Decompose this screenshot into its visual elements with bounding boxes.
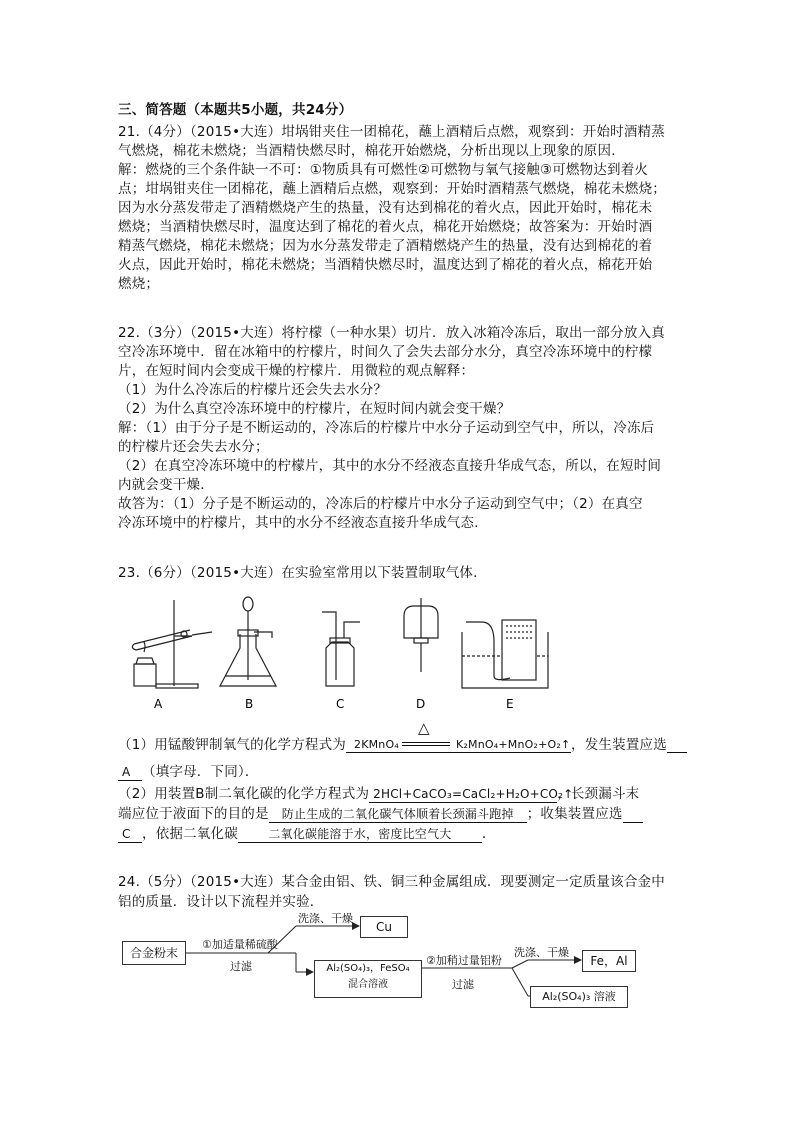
apparatus-label: C	[336, 697, 345, 711]
q23-purpose: 防止生成的二氧化碳气体顺着长颈漏斗跑掉	[269, 806, 527, 823]
q23-part2-line2-suffix: ；收集装置应选	[526, 806, 623, 822]
apparatus-label: B	[245, 697, 254, 711]
flow-mixture-line1: Al₂(SO₄)₃，FeSO₄	[326, 963, 410, 974]
q23-stem: 23.（6分）（2015•大连）在实验室常用以下装置制取气体．	[118, 565, 487, 581]
q22-answer-line: 内就会变干燥．	[118, 477, 214, 493]
q22-answer-line: 故答为：（1）分子是不断运动的，冷冻后的柠檬片中水分子运动到空气中；（2）在真空	[118, 496, 643, 512]
apparatus-label: E	[506, 697, 514, 711]
q21-answer-line: 点；坩埚钳夹住一团棉花，蘸上酒精后点燃，观察到：开始时酒精蒸气燃烧，棉花未燃烧；	[118, 181, 666, 197]
q21-answer-line: 精蒸气燃烧，棉花未燃烧；因为水分蒸发带走了酒精燃烧产生的热量，没有达到棉花的着	[118, 238, 653, 254]
q21-answer-line: 因为水分蒸发带走了酒精燃烧产生的热量，没有达到棉花的着火点，因此开始时，棉花未	[118, 200, 653, 216]
q23-part1-tail: （填字母．下同）．	[142, 764, 259, 780]
apparatus-label: D	[416, 697, 426, 711]
q21-answer-line: 火点，因此开始时，棉花未燃烧；当酒精快燃尽时，温度达到了棉花的着火点，棉花开始	[118, 257, 653, 273]
q22-stem-line: 空冷冻环境中．留在冰箱中的柠檬片，时间久了会失去部分水分，真空冷冻环境中的柠檬	[118, 344, 653, 360]
flow-step2-label: ②加稍过量铝粉	[426, 954, 502, 967]
section-header: 三、简答题（本题共5小题，共24分）	[118, 102, 353, 118]
flow-wash1: 洗涤、干燥	[298, 912, 353, 925]
q23-eq1-condition: △	[418, 719, 430, 737]
q21-stem-line: 21.（4分）（2015•大连）坩埚钳夹住一团棉花，蘸上酒精后点燃，观察到：开始时酒精蒸	[118, 124, 665, 140]
q21-answer-line: 燃烧；当酒精快燃尽时，温度达到了棉花的着火点，棉花开始燃烧；故答案为：开始时酒	[118, 219, 653, 235]
flow-step1-label: ①加适量稀硫酸	[202, 938, 278, 951]
flow-wash2: 洗涤、干燥	[514, 946, 569, 959]
flow-box-mixture	[314, 960, 422, 998]
q23-reason: 二氧化碳能溶于水，密度比空气大	[238, 826, 482, 843]
q23-eq1-reactant: 2KMnO₄	[354, 738, 399, 751]
q23-part2-mid: ，长颈漏斗末	[557, 786, 640, 802]
flow-step2-sub: 过滤	[452, 978, 474, 991]
flow-box-cu: Cu	[360, 916, 408, 938]
flow-box-solution: Al₂(SO₄)₃ 溶液	[530, 986, 628, 1008]
q23-collect: C	[118, 826, 142, 843]
q23-equation2: 2HCl+CaCO₃=CaCl₂+H₂O+CO₂↑	[369, 786, 557, 803]
q21-answer-line: 燃烧；	[118, 276, 160, 292]
flow-box-fe-al: Fe，Al	[582, 950, 636, 972]
q23-part1-prefix: （1）用锰酸钾制氧气的化学方程式为	[118, 737, 346, 753]
q23-part2-prefix: （2）用装置B制二氧化碳的化学方程式为	[118, 786, 370, 802]
apparatus-label: A	[154, 697, 163, 711]
q22-subquestion: （2）为什么真空冷冻环境中的柠檬片，在短时间内就会变干燥？	[118, 401, 511, 417]
q22-answer-line: （2）在真空冷冻环境中的柠檬片，其中的水分不经液态直接升华成气态，所以，在短时间	[118, 458, 662, 474]
q22-subquestion: （1）为什么冷冻后的柠檬片还会失去水分？	[118, 382, 388, 398]
q23-part2-line2-prefix: 端应位于液面下的目的是	[118, 806, 269, 822]
q22-stem-line: 片，在短时间内会变成干燥的柠檬片．用微粒的观点解释：	[118, 363, 475, 379]
q23-answer-generator: A	[118, 764, 142, 781]
q23-part1-suffix: ，发生装置应选	[571, 737, 667, 753]
q23-eq1-products: K₂MnO₄+MnO₂+O₂↑	[456, 738, 571, 751]
q23-part2-end: ．	[481, 826, 496, 842]
q22-answer-line: 冷冻环境中的柠檬片，其中的水分不经液态直接升华成气态．	[118, 515, 488, 531]
q21-stem-line: 气燃烧，棉花未燃烧；当酒精快燃尽时，棉花开始燃烧，分析出现以上现象的原因.	[118, 143, 616, 159]
flow-step1-sub: 过滤	[230, 960, 252, 973]
flow-mixture-line2: 混合溶液	[348, 979, 388, 990]
q22-answer-line: 解：（1）由于分子是不断运动的，冷冻后的柠檬片中水分子运动到空气中，所以，冷冻后	[118, 420, 655, 436]
q23-part2-line3-mid: ，依据二氧化碳	[142, 826, 238, 842]
q22-stem-line: 22.（3分）（2015•大连）将柠檬（一种水果）切片．放入冰箱冷冻后，取出一部分放入真	[118, 325, 665, 341]
q21-answer-line: 解：燃烧的三个条件缺一不可：①物质具有可燃性②可燃物与氧气接触③可燃物达到着火	[118, 162, 649, 178]
flow-box-start: 合金粉末	[122, 941, 186, 965]
q24-stem-line: 铝的质量．设计以下流程并实验．	[118, 894, 324, 910]
q22-answer-line: 的柠檬片还会失去水分；	[118, 439, 269, 455]
q24-stem-line: 24.（5分）（2015•大连）某合金由铝、铁、铜三种金属组成．现要测定一定质量该合金中	[118, 874, 665, 890]
